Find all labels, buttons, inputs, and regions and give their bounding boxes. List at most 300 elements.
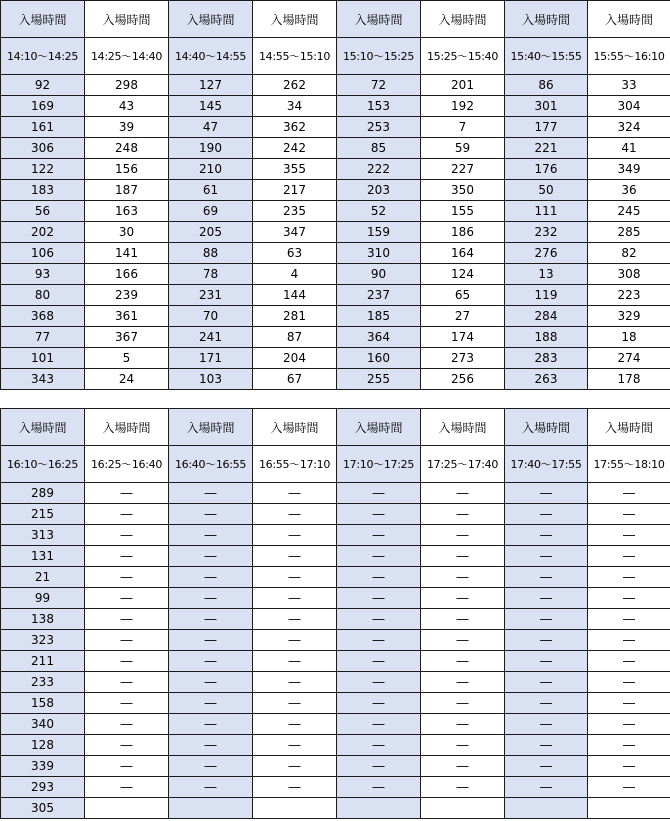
- number-cell: 306: [1, 138, 85, 159]
- table-row: [1, 180, 670, 201]
- number-cell: 284: [505, 306, 588, 327]
- number-cell: 281: [253, 306, 337, 327]
- dash-cell: ―: [253, 756, 337, 777]
- column-label: 入場時間: [85, 1, 169, 38]
- empty-cell: [588, 798, 670, 819]
- number-cell: 52: [337, 201, 421, 222]
- dash-cell: ―: [588, 546, 670, 567]
- dash-cell: ―: [85, 567, 169, 588]
- time-range-header: 17:55～18:10: [588, 446, 670, 483]
- number-cell: 362: [253, 117, 337, 138]
- number-cell: 232: [505, 222, 588, 243]
- time-range-header: 16:40～16:55: [169, 446, 253, 483]
- dash-cell: ―: [85, 756, 169, 777]
- number-cell: 59: [421, 138, 505, 159]
- number-cell: 141: [85, 243, 169, 264]
- dash-cell: ―: [337, 546, 421, 567]
- dash-cell: ―: [253, 735, 337, 756]
- time-range-header: 15:25～15:40: [421, 38, 505, 75]
- dash-cell: ―: [85, 525, 169, 546]
- number-cell: 56: [1, 201, 85, 222]
- dash-cell: ―: [588, 525, 670, 546]
- number-cell: 177: [505, 117, 588, 138]
- number-cell: 178: [588, 369, 670, 390]
- number-cell: 237: [337, 285, 421, 306]
- number-cell: 367: [85, 327, 169, 348]
- empty-cell: [253, 798, 337, 819]
- dash-cell: ―: [505, 525, 588, 546]
- dash-cell: ―: [421, 630, 505, 651]
- table-row: [1, 483, 670, 504]
- time-range-header: 14:55～15:10: [253, 38, 337, 75]
- table-row: [1, 567, 670, 588]
- dash-cell: ―: [253, 588, 337, 609]
- column-label: 入場時間: [1, 409, 85, 446]
- time-range-header: 15:40～15:55: [505, 38, 588, 75]
- empty-cell: [337, 798, 421, 819]
- dash-cell: ―: [85, 483, 169, 504]
- number-cell: 61: [169, 180, 253, 201]
- column-label: 入場時間: [588, 409, 670, 446]
- number-cell: 156: [85, 159, 169, 180]
- dash-cell: ―: [588, 651, 670, 672]
- number-cell: 323: [1, 630, 85, 651]
- dash-cell: ―: [421, 567, 505, 588]
- dash-cell: ―: [169, 630, 253, 651]
- column-label: 入場時間: [337, 1, 421, 38]
- number-cell: 80: [1, 285, 85, 306]
- table-row: [1, 630, 670, 651]
- dash-cell: ―: [337, 504, 421, 525]
- table-row: [1, 525, 670, 546]
- dash-cell: ―: [337, 651, 421, 672]
- number-cell: 262: [253, 75, 337, 96]
- number-cell: 82: [588, 243, 670, 264]
- number-cell: 7: [421, 117, 505, 138]
- dash-cell: ―: [169, 504, 253, 525]
- dash-cell: ―: [337, 693, 421, 714]
- number-cell: 276: [505, 243, 588, 264]
- dash-cell: ―: [85, 546, 169, 567]
- table-row: [1, 96, 670, 117]
- dash-cell: ―: [505, 609, 588, 630]
- time-range-row: [1, 38, 670, 75]
- number-cell: 285: [588, 222, 670, 243]
- number-cell: 210: [169, 159, 253, 180]
- time-range-header: 15:55～16:10: [588, 38, 670, 75]
- number-cell: 50: [505, 180, 588, 201]
- dash-cell: ―: [253, 546, 337, 567]
- number-cell: 63: [253, 243, 337, 264]
- dash-cell: ―: [169, 756, 253, 777]
- column-label: 入場時間: [337, 409, 421, 446]
- column-label: 入場時間: [1, 1, 85, 38]
- dash-cell: ―: [85, 777, 169, 798]
- number-cell: 253: [337, 117, 421, 138]
- table-row: [1, 75, 670, 96]
- dash-cell: ―: [505, 483, 588, 504]
- table-row: [1, 201, 670, 222]
- column-label: 入場時間: [421, 409, 505, 446]
- number-cell: 88: [169, 243, 253, 264]
- dash-cell: ―: [505, 756, 588, 777]
- dash-cell: ―: [505, 735, 588, 756]
- column-label: 入場時間: [421, 1, 505, 38]
- dash-cell: ―: [505, 777, 588, 798]
- time-range-header: 17:10～17:25: [337, 446, 421, 483]
- dash-cell: ―: [337, 588, 421, 609]
- dash-cell: ―: [588, 693, 670, 714]
- number-cell: 78: [169, 264, 253, 285]
- dash-cell: ―: [421, 504, 505, 525]
- number-cell: 106: [1, 243, 85, 264]
- column-label: 入場時間: [85, 409, 169, 446]
- number-cell: 274: [588, 348, 670, 369]
- dash-cell: ―: [588, 756, 670, 777]
- number-cell: 159: [337, 222, 421, 243]
- dash-cell: ―: [85, 693, 169, 714]
- number-cell: 30: [85, 222, 169, 243]
- number-cell: 293: [1, 777, 85, 798]
- table-row: [1, 714, 670, 735]
- number-cell: 350: [421, 180, 505, 201]
- number-cell: 324: [588, 117, 670, 138]
- number-cell: 221: [505, 138, 588, 159]
- number-cell: 122: [1, 159, 85, 180]
- number-cell: 4: [253, 264, 337, 285]
- dash-cell: ―: [588, 672, 670, 693]
- number-cell: 222: [337, 159, 421, 180]
- number-cell: 70: [169, 306, 253, 327]
- number-cell: 69: [169, 201, 253, 222]
- dash-cell: ―: [85, 651, 169, 672]
- number-cell: 263: [505, 369, 588, 390]
- table-row: [1, 798, 670, 819]
- dash-cell: ―: [85, 735, 169, 756]
- dash-cell: ―: [588, 714, 670, 735]
- dash-cell: ―: [421, 756, 505, 777]
- dash-cell: ―: [588, 588, 670, 609]
- dash-cell: ―: [337, 756, 421, 777]
- number-cell: 158: [1, 693, 85, 714]
- number-cell: 215: [1, 504, 85, 525]
- column-label: 入場時間: [588, 1, 670, 38]
- dash-cell: ―: [588, 483, 670, 504]
- time-range-header: 17:25～17:40: [421, 446, 505, 483]
- dash-cell: ―: [505, 672, 588, 693]
- number-cell: 241: [169, 327, 253, 348]
- number-cell: 339: [1, 756, 85, 777]
- dash-cell: ―: [169, 777, 253, 798]
- number-cell: 368: [1, 306, 85, 327]
- time-range-header: 16:10～16:25: [1, 446, 85, 483]
- number-cell: 283: [505, 348, 588, 369]
- dash-cell: ―: [85, 630, 169, 651]
- dash-cell: ―: [505, 567, 588, 588]
- dash-cell: ―: [253, 777, 337, 798]
- number-cell: 248: [85, 138, 169, 159]
- dash-cell: ―: [421, 546, 505, 567]
- dash-cell: ―: [505, 504, 588, 525]
- number-cell: 202: [1, 222, 85, 243]
- number-cell: 119: [505, 285, 588, 306]
- number-cell: 93: [1, 264, 85, 285]
- number-cell: 33: [588, 75, 670, 96]
- dash-cell: ―: [588, 567, 670, 588]
- number-cell: 289: [1, 483, 85, 504]
- dash-cell: ―: [588, 735, 670, 756]
- number-cell: 211: [1, 651, 85, 672]
- number-cell: 39: [85, 117, 169, 138]
- number-cell: 85: [337, 138, 421, 159]
- number-cell: 72: [337, 75, 421, 96]
- number-cell: 183: [1, 180, 85, 201]
- number-cell: 145: [169, 96, 253, 117]
- number-cell: 176: [505, 159, 588, 180]
- number-cell: 34: [253, 96, 337, 117]
- table-row: [1, 306, 670, 327]
- number-cell: 235: [253, 201, 337, 222]
- dash-cell: ―: [85, 609, 169, 630]
- number-cell: 92: [1, 75, 85, 96]
- time-range-header: 14:40～14:55: [169, 38, 253, 75]
- dash-cell: ―: [169, 651, 253, 672]
- dash-cell: ―: [85, 714, 169, 735]
- number-cell: 160: [337, 348, 421, 369]
- column-label: 入場時間: [253, 409, 337, 446]
- time-range-header: 16:55～17:10: [253, 446, 337, 483]
- dash-cell: ―: [337, 714, 421, 735]
- number-cell: 13: [505, 264, 588, 285]
- number-cell: 87: [253, 327, 337, 348]
- column-label: 入場時間: [169, 1, 253, 38]
- empty-cell: [85, 798, 169, 819]
- dash-cell: ―: [588, 504, 670, 525]
- table-row: [1, 369, 670, 390]
- number-cell: 41: [588, 138, 670, 159]
- entry-time-table-upper: [0, 0, 670, 390]
- number-cell: 128: [1, 735, 85, 756]
- dash-cell: ―: [588, 609, 670, 630]
- number-cell: 27: [421, 306, 505, 327]
- number-cell: 340: [1, 714, 85, 735]
- label-row: [1, 1, 670, 38]
- dash-cell: ―: [505, 714, 588, 735]
- number-cell: 164: [421, 243, 505, 264]
- number-cell: 205: [169, 222, 253, 243]
- dash-cell: ―: [169, 609, 253, 630]
- number-cell: 245: [588, 201, 670, 222]
- table-row: [1, 285, 670, 306]
- number-cell: 347: [253, 222, 337, 243]
- column-label: 入場時間: [253, 1, 337, 38]
- table-row: [1, 693, 670, 714]
- dash-cell: ―: [505, 588, 588, 609]
- number-cell: 329: [588, 306, 670, 327]
- number-cell: 190: [169, 138, 253, 159]
- table-row: [1, 222, 670, 243]
- dash-cell: ―: [169, 735, 253, 756]
- dash-cell: ―: [421, 483, 505, 504]
- table-row: [1, 327, 670, 348]
- number-cell: 65: [421, 285, 505, 306]
- dash-cell: ―: [85, 504, 169, 525]
- dash-cell: ―: [421, 525, 505, 546]
- number-cell: 144: [253, 285, 337, 306]
- dash-cell: ―: [421, 588, 505, 609]
- dash-cell: ―: [253, 651, 337, 672]
- number-cell: 217: [253, 180, 337, 201]
- table-row: [1, 264, 670, 285]
- table-row: [1, 546, 670, 567]
- column-label: 入場時間: [505, 409, 588, 446]
- number-cell: 192: [421, 96, 505, 117]
- dash-cell: ―: [253, 525, 337, 546]
- dash-cell: ―: [505, 630, 588, 651]
- dash-cell: ―: [253, 672, 337, 693]
- dash-cell: ―: [253, 630, 337, 651]
- number-cell: 313: [1, 525, 85, 546]
- dash-cell: ―: [337, 483, 421, 504]
- dash-cell: ―: [505, 546, 588, 567]
- number-cell: 242: [253, 138, 337, 159]
- dash-cell: ―: [337, 609, 421, 630]
- dash-cell: ―: [337, 735, 421, 756]
- number-cell: 239: [85, 285, 169, 306]
- label-row: [1, 409, 670, 446]
- number-cell: 186: [421, 222, 505, 243]
- number-cell: 304: [588, 96, 670, 117]
- number-cell: 201: [421, 75, 505, 96]
- dash-cell: ―: [253, 504, 337, 525]
- number-cell: 153: [337, 96, 421, 117]
- number-cell: 161: [1, 117, 85, 138]
- time-range-header: 16:25～16:40: [85, 446, 169, 483]
- time-range-header: 14:25～14:40: [85, 38, 169, 75]
- dash-cell: ―: [85, 672, 169, 693]
- dash-cell: ―: [337, 672, 421, 693]
- number-cell: 305: [1, 798, 85, 819]
- number-cell: 155: [421, 201, 505, 222]
- number-cell: 5: [85, 348, 169, 369]
- table-row: [1, 588, 670, 609]
- number-cell: 310: [337, 243, 421, 264]
- number-cell: 298: [85, 75, 169, 96]
- dash-cell: ―: [169, 588, 253, 609]
- number-cell: 24: [85, 369, 169, 390]
- number-cell: 131: [1, 546, 85, 567]
- dash-cell: ―: [169, 546, 253, 567]
- number-cell: 349: [588, 159, 670, 180]
- number-cell: 273: [421, 348, 505, 369]
- table-row: [1, 138, 670, 159]
- number-cell: 301: [505, 96, 588, 117]
- dash-cell: ―: [253, 714, 337, 735]
- number-cell: 18: [588, 327, 670, 348]
- number-cell: 343: [1, 369, 85, 390]
- number-cell: 231: [169, 285, 253, 306]
- dash-cell: ―: [505, 651, 588, 672]
- table-row: [1, 777, 670, 798]
- table-row: [1, 159, 670, 180]
- number-cell: 77: [1, 327, 85, 348]
- dash-cell: ―: [505, 693, 588, 714]
- number-cell: 21: [1, 567, 85, 588]
- entry-time-table-lower: [0, 408, 670, 819]
- empty-cell: [421, 798, 505, 819]
- number-cell: 203: [337, 180, 421, 201]
- number-cell: 36: [588, 180, 670, 201]
- number-cell: 361: [85, 306, 169, 327]
- number-cell: 166: [85, 264, 169, 285]
- number-cell: 99: [1, 588, 85, 609]
- number-cell: 86: [505, 75, 588, 96]
- column-label: 入場時間: [505, 1, 588, 38]
- number-cell: 227: [421, 159, 505, 180]
- dash-cell: ―: [169, 714, 253, 735]
- dash-cell: ―: [421, 777, 505, 798]
- empty-cell: [505, 798, 588, 819]
- dash-cell: ―: [169, 672, 253, 693]
- time-range-header: 15:10～15:25: [337, 38, 421, 75]
- number-cell: 47: [169, 117, 253, 138]
- dash-cell: ―: [421, 651, 505, 672]
- number-cell: 188: [505, 327, 588, 348]
- number-cell: 43: [85, 96, 169, 117]
- dash-cell: ―: [337, 525, 421, 546]
- table-row: [1, 735, 670, 756]
- number-cell: 103: [169, 369, 253, 390]
- number-cell: 255: [337, 369, 421, 390]
- time-range-header: 14:10～14:25: [1, 38, 85, 75]
- number-cell: 127: [169, 75, 253, 96]
- number-cell: 256: [421, 369, 505, 390]
- number-cell: 174: [421, 327, 505, 348]
- number-cell: 124: [421, 264, 505, 285]
- dash-cell: ―: [588, 777, 670, 798]
- empty-cell: [169, 798, 253, 819]
- number-cell: 138: [1, 609, 85, 630]
- table-row: [1, 672, 670, 693]
- number-cell: 169: [1, 96, 85, 117]
- dash-cell: ―: [337, 630, 421, 651]
- table-row: [1, 504, 670, 525]
- dash-cell: ―: [337, 777, 421, 798]
- table-row: [1, 609, 670, 630]
- number-cell: 163: [85, 201, 169, 222]
- dash-cell: ―: [253, 609, 337, 630]
- number-cell: 233: [1, 672, 85, 693]
- table-row: [1, 348, 670, 369]
- table-row: [1, 243, 670, 264]
- time-range-header: 17:40～17:55: [505, 446, 588, 483]
- number-cell: 355: [253, 159, 337, 180]
- dash-cell: ―: [169, 483, 253, 504]
- number-cell: 185: [337, 306, 421, 327]
- dash-cell: ―: [421, 609, 505, 630]
- dash-cell: ―: [337, 567, 421, 588]
- dash-cell: ―: [169, 567, 253, 588]
- number-cell: 101: [1, 348, 85, 369]
- dash-cell: ―: [421, 714, 505, 735]
- number-cell: 223: [588, 285, 670, 306]
- time-range-row: [1, 446, 670, 483]
- dash-cell: ―: [253, 483, 337, 504]
- number-cell: 171: [169, 348, 253, 369]
- dash-cell: ―: [253, 567, 337, 588]
- dash-cell: ―: [85, 588, 169, 609]
- number-cell: 308: [588, 264, 670, 285]
